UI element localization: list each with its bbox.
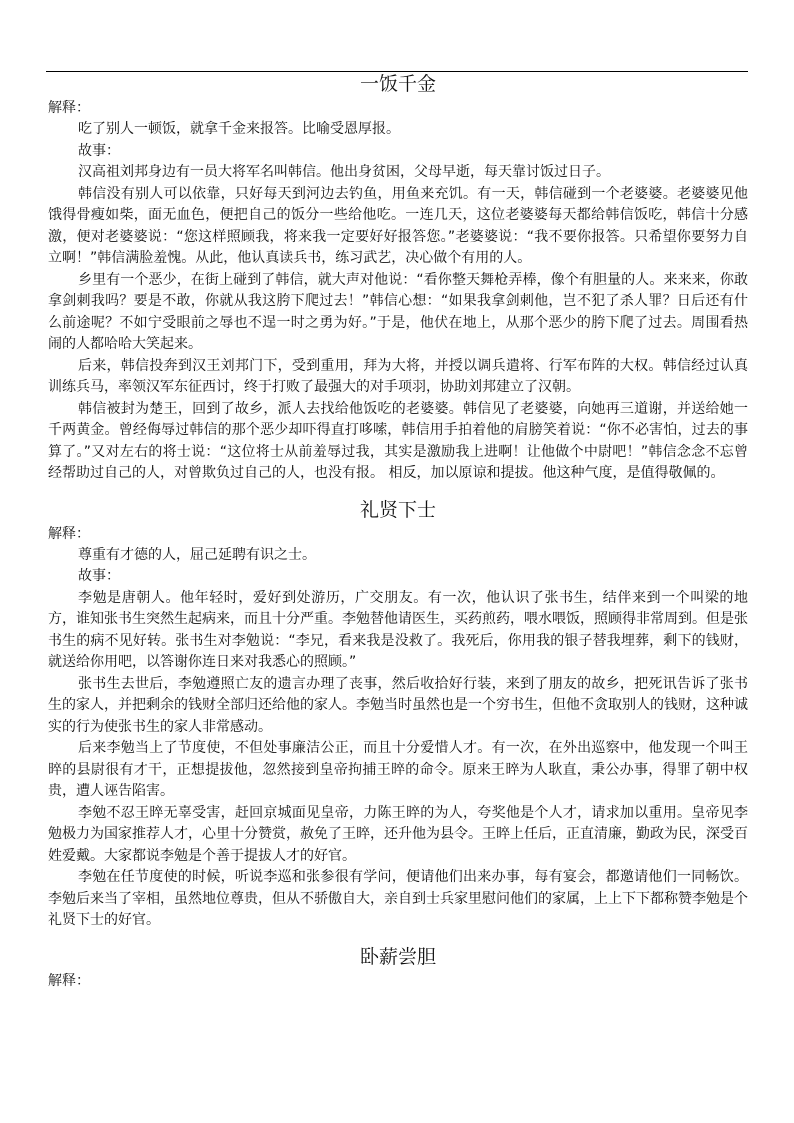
story-paragraph: 后来李勉当上了节度使，不但处事廉洁公正，而且十分爱惜人才。有一次，在外出巡察中，他发现一个叫王晬的县尉很有才干，正想提拔他，忽然接到皇帝拘捕王晬的命令。原来王晬为人耿直，秉公办事，得罪了朝中权贵，遭人诬告陷害。	[48, 740, 748, 799]
explain-label: 解释：	[48, 525, 90, 542]
section-title: 礼贤下士	[359, 498, 436, 521]
story-paragraph: 张书生去世后，李勉遵照亡友的遗言办理了丧事，然后收拾好行装，来到了朋友的故乡，把死讯告诉了张书生的家人，并把剩余的钱财全部归还给他的家人。李勉当时虽然也是一个穷书生，但他不贪取别人的钱财，这种诚实的行为使张书生的家人非常感动。	[48, 675, 748, 735]
story-paragraph: 韩信被封为楚王，回到了故乡，派人去找给他饭吃的老婆婆。韩信见了老婆婆，向她再三道谢，并送给她一千两黄金。曾经侮辱过韩信的那个恶少却吓得直打哆嗦，韩信用手拍着他的肩膀笑着说：“你不必害怕，过去的事算了。”又对左右的将士说：“这位将士从前羞辱过我，其实是激励我上进啊！让他做个中尉吧！”韩信念念不忘曾经帮助过自己的人，对曾欺负过自己的人，也没有报。 相反，加以原谅和提拔。他这种气度，是值得敬佩的。	[48, 400, 748, 481]
section-lixianxiashi	[48, 497, 748, 932]
story-paragraph: 李勉在任节度使的时候，听说李巡和张参很有学问，便请他们出来办事，每有宴会，都邀请他们一同畅饮。李勉后来当了宰相，虽然地位尊贵，但从不骄傲自大，亲自到士兵家里慰问他们的家属，上上下下都称赞李勉是个礼贤下士的好官。	[48, 869, 748, 928]
story-paragraph: 乡里有一个恶少，在街上碰到了韩信，就大声对他说：“看你整天舞枪弄棒，像个有胆量的人。来来来，你敢拿剑刺我吗？要是不敢，你就从我这胯下爬过去！”韩信心想：“如果我拿剑刺他，岂不犯了杀人罪？日后还有什么前途呢？不如宁受眼前之辱也不逞一时之勇为好。”于是，他伏在地上，从那个恶少的胯下爬了过去。周围看热闹的人都哈哈大笑起来。	[48, 271, 748, 352]
section-woxinchangdan	[48, 944, 748, 992]
section-title: 一饭千金	[359, 73, 436, 95]
story-paragraph: 李勉是唐朝人。他年轻时，爱好到处游历，广交朋友。有一次，他认识了张书生，结伴来到一个叫梁的地方，谁知张书生突然生起病来，而且十分严重。李勉替他请医生，买药煎药，喂水喂饭，照顾得非常周到。但是张书生的病不见好转。张书生对李勉说：“李兄，看来我是没救了。我死后，你用我的银子替我埋葬，剩下的钱财，就送给你用吧，以答谢你连日来对我悉心的照顾。”	[48, 589, 748, 670]
explain-text: 吃了别人一顿饭，就拿千金来报答。比喻受恩厚报。	[78, 121, 400, 137]
story-paragraph: 韩信没有别人可以依靠，只好每天到河边去钓鱼，用鱼来充饥。有一天，韩信碰到一个老婆婆。老婆婆见他饿得骨瘦如柴，面无血色，便把自己的饭分一些给他吃。一连几天，这位老婆婆每天都给韩信饭吃，韩信十分感激，便对老婆婆说：“您这样照顾我，将来我一定要好好报答您。”老婆婆说：“我不要你报答。只希望你要努力自立啊！”韩信满脸羞愧。从此，他认真读兵书，练习武艺，决心做个有用的人。	[48, 185, 748, 266]
story-label: 故事：	[78, 142, 120, 159]
story-paragraph: 汉高祖刘邦身边有一员大将军名叫韩信。他出身贫困，父母早逝，每天靠讨饭过日子。	[78, 164, 610, 180]
story-paragraph: 李勉不忍王晬无辜受害，赶回京城面见皇帝，力陈王晬的为人，夸奖他是个人才，请求加以重用。皇帝见李勉极力为国家推荐人才，心里十分赞赏，赦免了王晬，还升他为县令。王晬上任后，正直清廉，勤政为民，深受百姓爱戴。大家都说李勉是个善于提拔人才的好官。	[48, 804, 748, 864]
story-paragraph: 后来，韩信投奔到汉王刘邦门下，受到重用，拜为大将，并授以调兵遣将、行军布阵的大权。韩信经过认真训练兵马，率领汉军东征西讨，终于打败了最强大的对手项羽，协助刘邦建立了汉朝。	[48, 357, 748, 395]
explain-text: 尊重有才德的人，屈己延聘有识之士。	[78, 546, 316, 563]
explain-label: 解释：	[48, 100, 90, 116]
document-body	[48, 71, 748, 992]
story-label: 故事：	[78, 568, 120, 584]
section-title: 卧薪尝胆	[359, 945, 436, 968]
section-yifanqianjin	[48, 71, 748, 485]
explain-label: 解释：	[48, 972, 90, 989]
